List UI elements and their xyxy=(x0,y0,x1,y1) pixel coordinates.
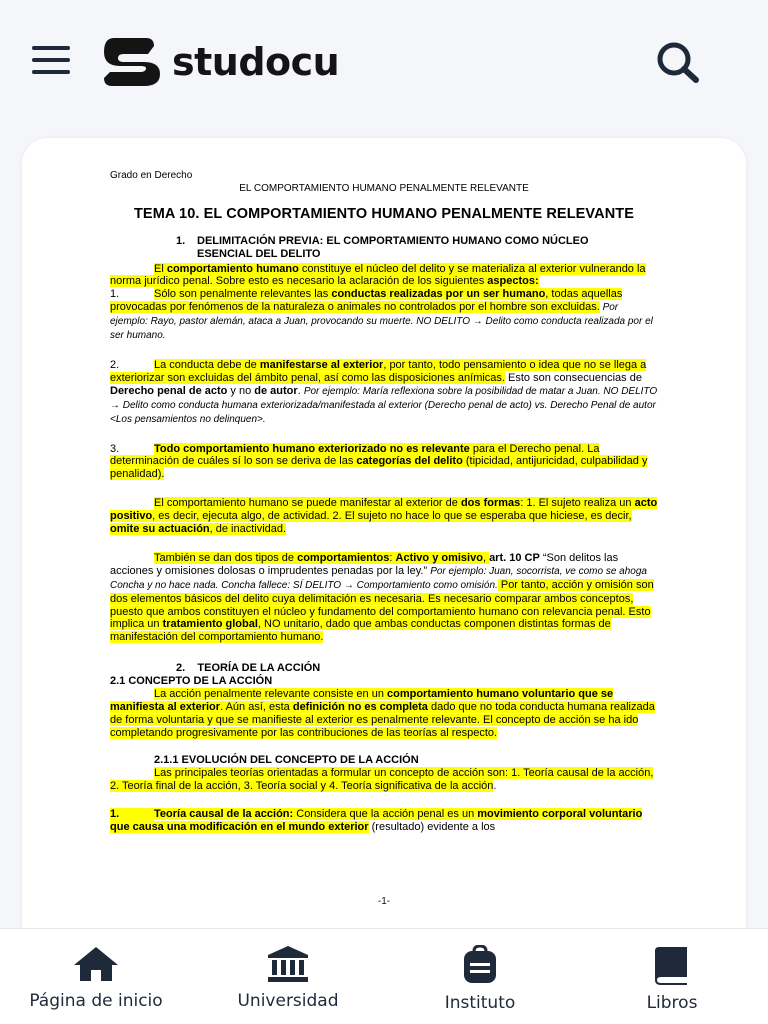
nav-books-label: Libros xyxy=(646,993,698,1013)
paragraph: El comportamiento humano constituye el núcleo del delito y se materializa al exterior vulnerando la norma jurídico penal. Sobre esto es necesario la aclaración de los siguientes aspectos: xyxy=(110,262,646,288)
nav-home-label: Página de inicio xyxy=(29,991,163,1011)
section-2-1-1-heading: 2.1.1 EVOLUCIÓN DEL CONCEPTO DE LA ACCIÓN xyxy=(154,753,419,766)
paragraph: 2. La conducta debe de manifestarse al exterior, por tanto, todo pensamiento o idea que no se llega a exteriorizar son excluidas del ámbito penal, así como las disposiciones anímicas. Esto son consecuencias de Derecho penal de acto y no de autor. Por ejemplo: María reflexiona sobre la posibilidad de matar a Juan. NO DELITO → Delito como conducta humana exteriorizada/manifestada al exterior (Derecho penal de acto) vs. Derecho Penal de autor <Los pensamientos no delinquen>. xyxy=(110,358,658,425)
nav-institute-label: Instituto xyxy=(444,993,516,1013)
course-label: Grado en Derecho xyxy=(110,170,193,181)
paragraph: También se dan dos tipos de comportamientos: Activo y omisivo, art. 10 CP “Son delitos las acciones y omisiones dolosas o imprudentes penadas por la ley.” Por ejemplo: Juan, socorrista, ve como se ahoga Concha y no hace nada. Concha fallece: SÍ DELITO → Comportamiento como omisión. Por tanto, acción y omisión son dos elementos básicos del delito cuya delimitación es necesaria. Es necesario comparar ambos conceptos, puesto que ambos constituyen el núcleo y fundamento del comportamiento humano con relevancia penal. Esto implica un tratamiento global, NO unitario, dado que ambas conductas componen distintas formas de manifestación del comportamiento humano. xyxy=(110,551,654,644)
paragraph: La acción penalmente relevante consiste en un comportamiento humano voluntario que se manifiesta al exterior. Aún así, esta definición no es completa dado que no toda conducta humana realizada de forma voluntaria y que se manifieste al exterior es penalmente relevante. El concepto de acción se ha ido completando progresivamente por las contribuciones de las teorías al respecto. xyxy=(110,688,655,739)
studocu-logo-icon xyxy=(100,36,164,88)
paragraph: Las principales teorías orientadas a formular un concepto de acción son: 1. Teoría causal de la acción, 2. Teoría final de la acción, 3. Teoría social y 4. Teoría significativa de la acción. xyxy=(110,766,654,792)
home-icon xyxy=(72,945,120,983)
studocu-logo[interactable] xyxy=(100,36,339,88)
nav-university-label: Universidad xyxy=(237,991,339,1011)
logo-text: studocu xyxy=(172,40,340,84)
document-content xyxy=(110,170,658,834)
nav-home[interactable] xyxy=(22,945,170,1011)
document-title: TEMA 10. EL COMPORTAMIENTO HUMANO PENALMENTE RELEVANTE xyxy=(133,205,635,222)
nav-institute[interactable] xyxy=(432,945,528,1013)
search-icon[interactable] xyxy=(650,40,706,84)
document-page[interactable] xyxy=(22,138,746,938)
university-icon xyxy=(266,945,310,983)
nav-university[interactable] xyxy=(228,945,348,1011)
paragraph: 1. Sólo son penalmente relevantes las conductas realizadas por un ser humano, todas aquellas provocadas por fenómenos de la naturaleza o animales no controlados por el hombre son excluidas. Por ejemplo: Rayo, pastor alemán, ataca a Juan, provocando su muerte. NO DELITO → Delito como conducta realizada por el ser humano. xyxy=(110,288,653,342)
school-bag-icon xyxy=(460,945,500,985)
bottom-navigation xyxy=(0,928,768,1024)
paragraph: 3. Todo comportamiento humano exteriorizado no es relevante para el Derecho penal. La determinación de cuáles sí lo son se deriva de las categorías del delito (tipicidad, antijuricidad, culpabilidad y penalidad). xyxy=(110,442,648,481)
section-1-heading: 1. DELIMITACIÓN PREVIA: EL COMPORTAMIENTO HUMANO COMO NÚCLEO ESENCIAL DEL DELITO xyxy=(176,234,589,260)
section-2-heading: 2. TEORÍA DE LA ACCIÓN xyxy=(176,662,321,675)
paragraph: El comportamiento humano se puede manifestar al exterior de dos formas: 1. El sujeto realiza un acto positivo, es decir, ejecuta algo, de actividad. 2. El sujeto no hace lo que se esperaba que hiciese, es decir, omite su actuación, de inactividad. xyxy=(110,497,658,536)
section-2-1-heading: 2.1 CONCEPTO DE LA ACCIÓN xyxy=(110,675,273,688)
paragraph: 1. Teoría causal de la acción: Considera que la acción penal es un movimiento corporal voluntario que causa una modificación en el mundo exterior (resultado) evidente a los xyxy=(110,808,643,834)
hamburger-menu-icon[interactable] xyxy=(32,46,70,76)
running-header: EL COMPORTAMIENTO HUMANO PENALMENTE RELEVANTE xyxy=(239,182,529,194)
page-number: -1- xyxy=(377,896,391,907)
book-icon xyxy=(653,945,691,985)
top-bar xyxy=(0,0,768,120)
nav-books[interactable] xyxy=(628,945,716,1013)
